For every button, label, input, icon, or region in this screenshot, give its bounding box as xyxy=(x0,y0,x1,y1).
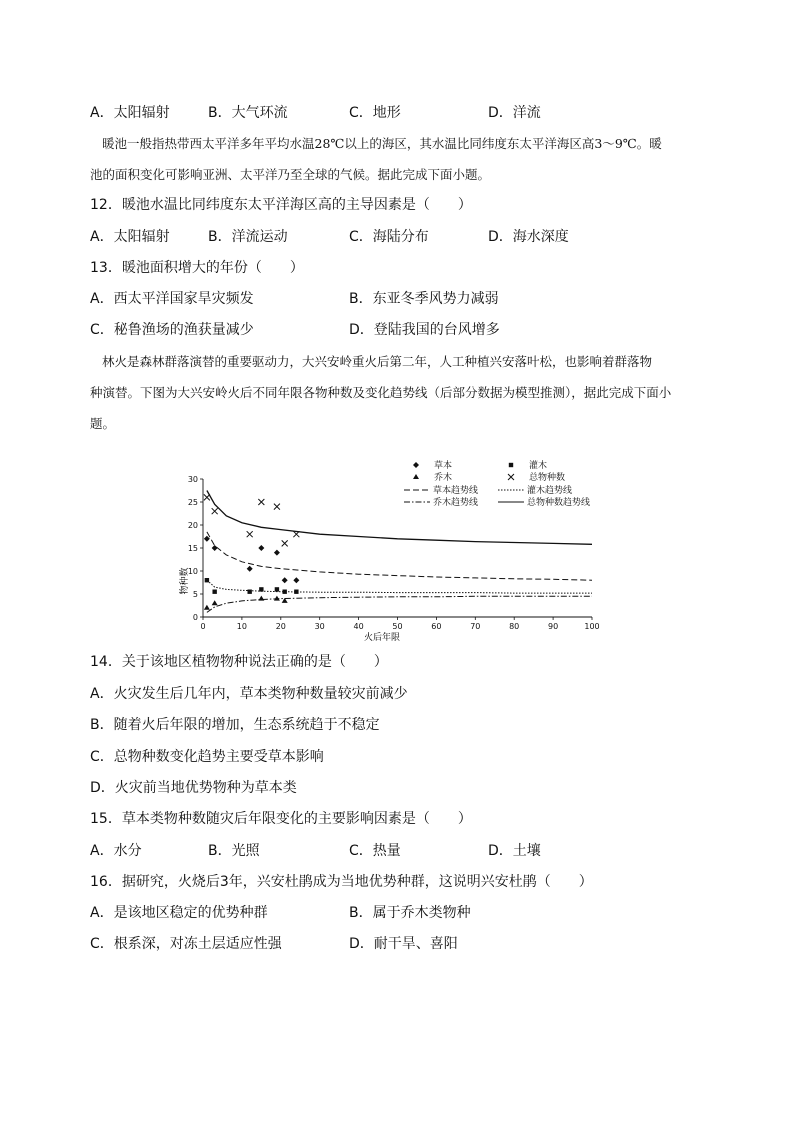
question-15-stem: 15．草本类物种数随灾后年限变化的主要影响因素是（ ） xyxy=(90,811,472,827)
q13-option-b: B．东亚冬季风势力减弱 xyxy=(349,291,499,307)
data-point-x xyxy=(293,531,299,537)
q14-option-c: C．总物种数变化趋势主要受草本影响 xyxy=(90,749,324,765)
y-tick-label: 10 xyxy=(187,567,198,576)
data-point-triangle xyxy=(274,596,280,601)
q11-option-b: B．大气环流 xyxy=(208,105,288,121)
x-tick-label: 30 xyxy=(314,622,325,631)
y-tick-label: 30 xyxy=(187,475,198,484)
legend-marker-square xyxy=(509,463,513,467)
data-point-triangle xyxy=(258,596,264,601)
q15-option-b: B．光照 xyxy=(208,843,260,859)
x-tick-label: 20 xyxy=(275,622,286,631)
trend-lines xyxy=(207,491,592,613)
question-12-stem: 12．暖池水温比同纬度东太平洋海区高的主导因素是（ ） xyxy=(90,197,472,213)
q15-option-a: A．水分 xyxy=(90,843,142,859)
x-tick-label: 100 xyxy=(584,622,600,631)
trend-line xyxy=(207,580,592,593)
y-tick-label: 5 xyxy=(192,590,198,599)
y-tick-label: 20 xyxy=(187,521,198,530)
q16-option-c: C．根系深，对冻土层适应性强 xyxy=(90,936,282,952)
data-point-triangle xyxy=(212,600,218,605)
x-tick-label: 40 xyxy=(353,622,364,631)
trend-line xyxy=(207,596,592,612)
data-point-diamond xyxy=(247,566,253,572)
y-axis-label: 物种数 xyxy=(180,567,190,595)
data-point-square xyxy=(205,578,209,582)
legend-label: 灌木 xyxy=(529,461,548,471)
q14-option-b: B．随着火后年限的增加，生态系统趋于不稳定 xyxy=(90,717,380,733)
data-point-diamond xyxy=(293,577,299,583)
data-point-x xyxy=(204,494,210,500)
data-point-diamond xyxy=(274,550,280,556)
q16-option-a: A．是该地区稳定的优势种群 xyxy=(90,905,268,921)
legend-label: 草本 xyxy=(434,461,453,471)
q13-option-c: C．秘鲁渔场的渔获量减少 xyxy=(90,322,254,338)
data-point-square xyxy=(275,587,279,591)
x-tick-label: 90 xyxy=(548,622,559,631)
x-tick-label: 70 xyxy=(470,622,481,631)
legend-marker-triangle xyxy=(413,474,419,479)
q13-option-a: A．西太平洋国家旱灾频发 xyxy=(90,291,254,307)
data-point-x xyxy=(247,531,253,537)
data-point-square xyxy=(282,590,286,594)
q15-option-c: C．热量 xyxy=(349,843,401,859)
passage-warm-pool xyxy=(90,128,730,190)
passage-forest-fire-line-1: 林火是森林群落演替的重要驱动力，大兴安岭重火后第二年，人工种植兴安落叶松，也影响着群落物 xyxy=(102,354,653,369)
q13-option-d: D．登陆我国的台风增多 xyxy=(349,322,500,338)
x-tick-label: 0 xyxy=(200,622,206,631)
legend-marker-x xyxy=(508,474,514,480)
passage-forest-fire xyxy=(90,346,730,439)
x-axis-label: 火后年限 xyxy=(363,633,401,643)
data-point-diamond xyxy=(258,545,264,551)
q15-option-d: D．土壤 xyxy=(488,843,541,859)
q14-option-a: A．火灾发生后几年内，草本类物种数量较灾前减少 xyxy=(90,686,408,702)
q12-option-a: A．太阳辐射 xyxy=(90,229,170,245)
y-tick-label: 0 xyxy=(192,613,198,622)
data-point-triangle xyxy=(204,605,210,610)
q11-option-a: A．太阳辐射 xyxy=(90,105,170,121)
passage-warm-pool-line-1: 暖池一般指热带西太平洋多年平均水温28℃以上的海区，其水温比同纬度东太平洋海区高3～9℃。暖 xyxy=(102,136,662,151)
data-point-square xyxy=(212,590,216,594)
y-tick-label: 15 xyxy=(187,544,198,553)
data-point-square xyxy=(294,590,298,594)
q12-option-b: B．洋流运动 xyxy=(208,229,288,245)
data-point-square xyxy=(259,587,263,591)
data-point-x xyxy=(258,499,264,505)
passage-forest-fire-line-3: 题。 xyxy=(90,416,116,431)
data-points xyxy=(204,494,299,609)
data-point-diamond xyxy=(212,545,218,551)
legend-marker-diamond xyxy=(413,462,419,468)
q11-option-c: C．地形 xyxy=(349,105,401,121)
y-tick-label: 25 xyxy=(187,498,198,507)
data-point-diamond xyxy=(282,577,288,583)
q16-option-b: B．属于乔木类物种 xyxy=(349,905,471,921)
q14-option-d: D．火灾前当地优势物种为草本类 xyxy=(90,780,297,796)
data-point-x xyxy=(274,504,280,510)
chart-legend xyxy=(404,460,590,508)
x-tick-label: 10 xyxy=(236,622,247,631)
q11-option-d: D．洋流 xyxy=(488,105,541,121)
question-16-stem: 16．据研究，火烧后3年，兴安杜鹃成为当地优势种群，这说明兴安杜鹃（ ） xyxy=(90,874,593,890)
x-tick-label: 60 xyxy=(431,622,442,631)
legend-label: 总物种数 xyxy=(529,473,566,483)
question-13-stem: 13．暖池面积增大的年份（ ） xyxy=(90,260,304,276)
data-point-diamond xyxy=(204,536,210,542)
q16-option-d: D．耐干旱、喜阳 xyxy=(349,936,458,952)
passage-warm-pool-line-2: 池的面积变化可影响亚洲、太平洋乃至全球的气候。据此完成下面小题。 xyxy=(90,167,491,182)
species-count-chart xyxy=(176,460,616,645)
x-tick-label: 50 xyxy=(392,622,403,631)
legend-label: 乔木趋势线 xyxy=(433,498,479,508)
x-tick-label: 80 xyxy=(509,622,520,631)
legend-label: 总物种数趋势线 xyxy=(527,498,591,508)
passage-forest-fire-line-2: 种演替。下图为大兴安岭火后不同年限各物种数及变化趋势线（后部分数据为模型推测），据此完成下面小 xyxy=(90,385,672,400)
data-point-square xyxy=(247,590,251,594)
legend-label: 草本趋势线 xyxy=(433,486,479,496)
legend-label: 乔木 xyxy=(434,473,453,483)
question-14-stem: 14．关于该地区植物物种说法正确的是（ ） xyxy=(90,654,388,670)
q12-option-c: C．海陆分布 xyxy=(349,229,429,245)
data-point-x xyxy=(212,508,218,514)
q12-option-d: D．海水深度 xyxy=(488,229,569,245)
legend-label: 灌木趋势线 xyxy=(527,486,573,496)
data-point-x xyxy=(282,540,288,546)
